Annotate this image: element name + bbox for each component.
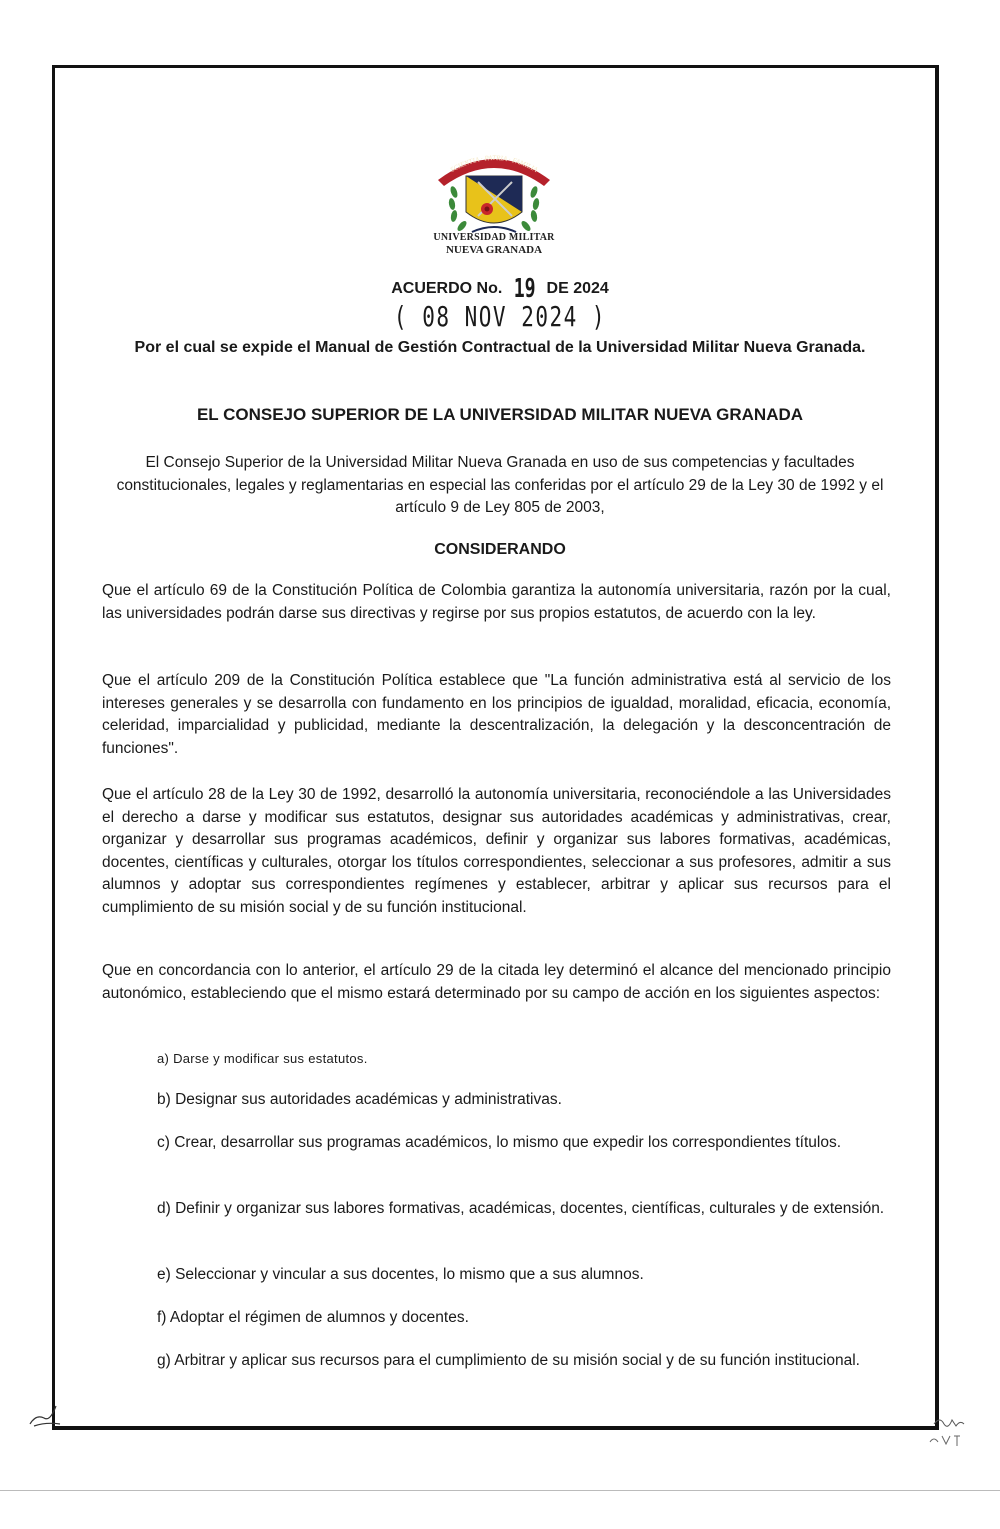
scan-edge-line xyxy=(0,1490,1000,1491)
list-item: c) Crear, desarrollar sus programas académicos, lo mismo que expedir los correspondientes títulos. xyxy=(157,1134,842,1151)
council-heading: EL CONSEJO SUPERIOR DE LA UNIVERSIDAD MILITAR NUEVA GRANADA xyxy=(196,405,804,424)
paragraph: Que el artículo 209 de la Constitución Política establece que "La función administrativa está al servicio de los intereses generales y se desarrolla con fundamento en los principios de igualdad, moralidad, eficacia, economía, celeridad, imparcialidad y publicidad, mediante la descentralización, la delegación y la desconcentración de funciones". xyxy=(102,672,891,757)
acuerdo-number: 19 xyxy=(513,274,536,304)
paragraph: Que el artículo 69 de la Constitución Política de Colombia garantiza la autonomía universitaria, razón por la cual, las universidades podrán darse sus directivas y regirse por sus propios estatutos, de acuerdo con la ley. xyxy=(102,582,891,622)
list-item: d) Definir y organizar sus labores formativas, académicas, docentes, científicas, culturales y de extensión. xyxy=(157,1200,885,1217)
handwritten-initials-right xyxy=(926,1412,976,1452)
list-item: b) Designar sus autoridades académicas y administrativas. xyxy=(157,1091,562,1108)
list-item: e) Seleccionar y vincular a sus docentes, lo mismo que a sus alumnos. xyxy=(157,1266,644,1283)
list-item: g) Arbitrar y aplicar sus recursos para el cumplimiento de su misión social y de su función institucional. xyxy=(157,1352,860,1369)
university-name-line2: NUEVA GRANADA xyxy=(445,244,543,256)
date-stamp: ( 08 NOV 2024 ) xyxy=(393,300,607,333)
list-item: f) Adoptar el régimen de alumnos y docentes. xyxy=(157,1309,469,1326)
acuerdo-heading xyxy=(0,270,1000,304)
considerando-heading: CONSIDERANDO xyxy=(434,541,566,558)
university-name-line1: UNIVERSIDAD MILITAR xyxy=(433,232,555,243)
acuerdo-prefix: ACUERDO No. xyxy=(391,280,503,297)
university-name xyxy=(430,232,558,256)
acuerdo-suffix: DE 2024 xyxy=(546,280,609,297)
paragraph: Que el artículo 28 de la Ley 30 de 1992, desarrolló la autonomía universitaria, reconociéndole a las Universidades el derecho a darse y modificar sus estatutos, designar sus autoridades académicas y administrativas, crear, organizar y desarrollar sus programas académicos, definir y organizar sus labores formativas, académicas, docentes, científicas y culturales, otorgar los títulos correspondientes, seleccionar a sus profesores, admitir a sus alumnos y adoptar sus correspondientes regímenes y establecer, arbitrar y aplicar sus recursos para el cumplimiento de su misión social y de su función institucional. xyxy=(102,786,891,916)
handwritten-initials-left xyxy=(26,1400,66,1430)
paragraph: Que en concordancia con lo anterior, el artículo 29 de la citada ley determinó el alcance del mencionado principio autonómico, estableciendo que el mismo estará determinado por su campo de acción en los siguientes aspectos: xyxy=(102,962,891,1002)
svg-text:SCIENTIA · PATRIA · FAMILIA: SCIENTIA · PATRIA · FAMILIA xyxy=(448,153,540,175)
document-subtitle: Por el cual se expide el Manual de Gestión Contractual de la Universidad Militar Nueva Granada. xyxy=(134,339,866,356)
list-item: a) Darse y modificar sus estatutos. xyxy=(157,1051,368,1066)
preamble-text: El Consejo Superior de la Universidad Militar Nueva Granada en uso de sus competencias y facultades constitucionales, legales y reglamentarias en especial las conferidas por el artículo 29 de la Ley 30 de 1992 y el artículo 9 de Ley 805 de 2003, xyxy=(116,454,884,516)
